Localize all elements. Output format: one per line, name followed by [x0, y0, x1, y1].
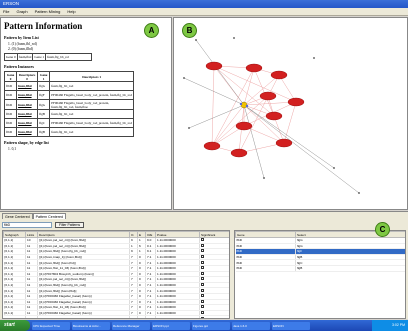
grid-cell: 7.1	[146, 305, 156, 311]
tab-strip	[2, 213, 66, 219]
grid-col-pvalue[interactable]: Pvalue	[156, 232, 200, 238]
grid-cell: 0	[138, 316, 146, 319]
grid-cell: [0,1,1]	[4, 288, 26, 294]
grid-cell: [0,1,1]	[4, 277, 26, 283]
grid-cell: [(1):(fusm,flbd)] (fusm,flg_bb_rod)]	[38, 282, 130, 288]
checkbox-icon[interactable]	[201, 255, 204, 258]
grid-cell: 0	[138, 305, 146, 311]
grid-cell: [0,1,1]	[4, 265, 26, 271]
grid-cell: 7	[130, 316, 138, 319]
grid-cell: 1.11.0000000	[156, 277, 200, 283]
grid-cell: 0	[138, 310, 146, 316]
checkbox-icon[interactable]	[201, 305, 204, 308]
grid-cell: 11	[26, 277, 38, 283]
pattern-info-panel	[0, 17, 172, 210]
significant-checkbox	[200, 316, 230, 319]
checkbox-icon[interactable]	[201, 294, 204, 297]
cell-gene1: flgB	[38, 110, 50, 119]
grid-cell: 7.1	[146, 316, 156, 319]
items-heading: Pattern by Item List	[4, 35, 39, 40]
cell-desc1: fusm,flg_bb_rod	[50, 110, 134, 119]
grid-cell: 7	[130, 299, 138, 305]
grid-cell: [0,1,1]	[4, 243, 26, 249]
grid-cell: 7.1	[146, 288, 156, 294]
gene-cell: flgB	[296, 254, 407, 260]
gene-label-0: Gene 0	[6, 55, 16, 59]
taskbar-item[interactable]: Biostreams at Activ...	[72, 322, 110, 330]
checkbox-icon[interactable]	[201, 244, 204, 247]
cell-gene1: flgB	[38, 128, 50, 137]
grid-cell: 9	[130, 249, 138, 255]
grid-col-links[interactable]: Links	[26, 232, 38, 238]
grid-cell: 7	[130, 265, 138, 271]
grid-cell: 0	[138, 254, 146, 260]
gene-cell: flbD	[236, 238, 296, 244]
grid-cell: 7.1	[146, 293, 156, 299]
filter-bar	[2, 221, 212, 229]
grid-cell: 11	[26, 243, 38, 249]
cell-desc0[interactable]: fusm,flbd	[17, 128, 38, 137]
grid-cell: 0	[138, 293, 146, 299]
grid-cell: [0,1,1]	[4, 316, 26, 319]
col-desc1: Descriptors 1	[50, 72, 134, 82]
grid-cell: 7	[130, 277, 138, 283]
grid-col-o[interactable]: O.	[130, 232, 138, 238]
grid-cell: [0,1,1]	[4, 260, 26, 266]
gene-cell: flgF	[296, 249, 407, 255]
grid-cell: 11	[26, 254, 38, 260]
checkbox-icon[interactable]	[201, 249, 204, 252]
grid-cell: 7	[130, 310, 138, 316]
gene-value-1: fusm,flg_bb_rol	[47, 55, 70, 59]
grid-cell: [0,1,1]	[4, 238, 26, 244]
cell-gene0: flbD	[5, 128, 17, 137]
menu-help[interactable]: Help	[67, 9, 76, 14]
label-b: B	[182, 23, 197, 38]
checkbox-icon[interactable]	[201, 277, 204, 280]
grid-cell: 7	[130, 288, 138, 294]
item-2: 2. (0) (fusm,flbd)	[8, 47, 33, 51]
grid-cell: [(1):(fusm,pel_sel_cit)] (fusm,flbd)]	[38, 316, 130, 319]
pattern-info-heading: Pattern Information	[4, 21, 83, 31]
grid-col-significant[interactable]: Significant	[200, 232, 230, 238]
grid-cell: 7	[130, 260, 138, 266]
grid-cell: [(1):(fusm,fbst_11_03) (fusm,flbd)]	[38, 265, 130, 271]
grid-cell: 11	[26, 310, 38, 316]
graph-node[interactable]	[246, 64, 262, 72]
cell-desc0[interactable]: fusm,flbd	[17, 82, 38, 91]
gene-value-0: fusm,fbsl	[18, 55, 32, 59]
graph-center-node[interactable]	[240, 102, 248, 108]
cell-desc1: fusm,flg_bb_rod	[50, 82, 134, 91]
cell-gene1: flgF	[38, 91, 50, 100]
gene-cell: flgG	[296, 238, 407, 244]
grid-cell: 7.1	[146, 254, 156, 260]
grid-cell: 1.11.0000000	[156, 265, 200, 271]
cell-desc0[interactable]: fusm,flbd	[17, 100, 38, 110]
gene-row[interactable]	[236, 265, 407, 271]
grid-cell: 1.11.0000000	[156, 299, 200, 305]
checkbox-icon[interactable]	[201, 266, 204, 269]
grid-cell: 11	[26, 282, 38, 288]
grid-cell: 0	[138, 282, 146, 288]
instances-table	[4, 71, 134, 137]
cell-gene0: flbD	[5, 82, 17, 91]
grid-cell: 1.11.0000000	[156, 310, 200, 316]
grid-cell: 11	[26, 288, 38, 294]
grid-cell: 1.11.0000000	[156, 254, 200, 260]
window-title: ERSON	[0, 0, 408, 8]
gene-grid[interactable]	[234, 230, 406, 319]
grid-cell: 1.11.0000000	[156, 271, 200, 277]
gene-cell: flbD	[236, 243, 296, 249]
grid-cell: 1	[138, 249, 146, 255]
shape-item: 1. 0,1	[8, 147, 17, 151]
grid-cell: 1.11.0000000	[156, 288, 200, 294]
grid-cell: 0	[138, 260, 146, 266]
grid-cell: 1.11.0000000	[156, 243, 200, 249]
grid-cell: 7.1	[146, 271, 156, 277]
label-c: C	[375, 222, 390, 237]
grid-cell: [(1):(PF00460 Flagellar_basal) (fusm)]	[38, 293, 130, 299]
network-graph[interactable]	[174, 18, 408, 210]
grid-cell: 7.1	[146, 310, 156, 316]
cell-gene0: flbD	[5, 91, 17, 100]
grid-cell: 7.1	[146, 299, 156, 305]
grid-cell: 1.11.0000000	[156, 260, 200, 266]
cell-gene1: flgG	[38, 100, 50, 110]
grid-cell: [0,1,1]	[4, 293, 26, 299]
grid-cell: 7.1	[146, 260, 156, 266]
filter-patterns-button[interactable]: Filter Patterns	[55, 222, 84, 228]
grid-cell: 7	[130, 282, 138, 288]
tab-gene-centered[interactable]: Gene Centered	[2, 213, 33, 219]
grid-col-descriptors[interactable]: Descriptors	[38, 232, 130, 238]
gene-cell: flbD	[236, 254, 296, 260]
results-panel	[0, 211, 408, 319]
gene-cell: flgG	[296, 243, 407, 249]
grid-cell: 11	[26, 293, 38, 299]
grid-cell: 1.11.0000000	[156, 282, 200, 288]
grid-cell: [(1):(fusm,pel_sel_cit)] (fusm,flbd)]	[38, 277, 130, 283]
grid-cell: 1.11.0000000	[156, 316, 200, 319]
grid-cell: 7	[130, 271, 138, 277]
table-row	[5, 119, 134, 128]
grid-cell: 11	[26, 316, 38, 319]
checkbox-icon[interactable]	[201, 261, 204, 264]
grid-cell: 11	[26, 249, 38, 255]
grid-cell: [0,1,1]	[4, 271, 26, 277]
grid-cell: 11	[26, 271, 38, 277]
cell-gene0: flbD	[5, 119, 17, 128]
cell-desc0[interactable]: fusm,flbd	[17, 110, 38, 119]
grid-cell: 11	[26, 260, 38, 266]
checkbox-icon[interactable]	[201, 289, 204, 292]
grid-cell: 7	[130, 305, 138, 311]
cell-gene0: flbD	[5, 110, 17, 119]
col-gene0: Gene 0	[5, 72, 17, 82]
grid-cell: 0.1	[146, 243, 156, 249]
table-row	[5, 110, 134, 119]
graph-node[interactable]	[288, 98, 304, 106]
grid-cell: [(1):(PF00460 Flagellar_basal) (fusm)]	[38, 299, 130, 305]
checkbox-icon[interactable]	[201, 317, 204, 319]
checkbox-icon[interactable]	[201, 283, 204, 286]
table-row	[5, 100, 134, 110]
grid-cell: [0,1,1]	[4, 282, 26, 288]
col-gene1: Gene 1	[38, 72, 50, 82]
graph-node[interactable]	[260, 92, 276, 100]
gene-col-select[interactable]: Select	[296, 232, 407, 238]
gene-cell: flgC	[296, 260, 407, 266]
grid-cell: [(1):(fusm,pel_sel_cit)] (fusm,flbd)]	[38, 243, 130, 249]
graph-node[interactable]	[231, 149, 247, 157]
grid-cell: [(1):(fusm,pel_sel_cit)] (fusm,flbd)]	[38, 238, 130, 244]
checkbox-icon[interactable]	[201, 272, 204, 275]
menu-file[interactable]: File	[3, 9, 10, 14]
grid-cell: [0,1,1]	[4, 249, 26, 255]
grid-cell: 0	[138, 265, 146, 271]
grid-cell: 11	[26, 299, 38, 305]
graph-node[interactable]	[236, 122, 252, 130]
grid-cell: 1	[130, 243, 138, 249]
cell-gene1: flgC	[38, 119, 50, 128]
start-button[interactable]: start	[0, 320, 30, 331]
grid-cell: 11	[26, 305, 38, 311]
grid-col-e[interactable]: E	[138, 232, 146, 238]
graph-nodes[interactable]	[204, 62, 304, 157]
cell-gene1: flgG	[38, 82, 50, 91]
label-a: A	[144, 23, 159, 38]
tab-pattern-centered[interactable]: Pattern Centered	[33, 213, 66, 219]
graph-node[interactable]	[276, 139, 292, 147]
grid-cell: 1.11.0000000	[156, 238, 200, 244]
grid-cell: 7.1	[146, 277, 156, 283]
pattern-grid[interactable]	[2, 230, 230, 319]
instances-heading: Pattern Instances	[4, 64, 34, 69]
gene-cell: flgB	[296, 265, 407, 271]
gene-cell: flbD	[236, 265, 296, 271]
graph-node[interactable]	[266, 112, 282, 120]
menu-graph[interactable]: Graph	[16, 9, 28, 14]
grid-cell: [0,1,1]	[4, 254, 26, 260]
network-graph-panel[interactable]	[173, 17, 408, 210]
grid-cell: [0,1,1]	[4, 310, 26, 316]
gene-cell: flbD	[236, 249, 296, 255]
col-desc0: Descriptors 0	[17, 72, 38, 82]
grid-cell: 9.1	[146, 249, 156, 255]
cell-desc0[interactable]: fusm,flbd	[17, 119, 38, 128]
grid-cell: 1	[138, 238, 146, 244]
taskbar-item[interactable]: CPU Expected Time	[32, 322, 70, 330]
table-row	[5, 91, 134, 100]
grid-cell: 1.11.0000000	[156, 293, 200, 299]
grid-cell: 0	[138, 288, 146, 294]
taskbar-item[interactable]: Reference Manager	[112, 322, 150, 330]
cell-desc1: PF00460 Flagella_basal_body_rod_protein, fusm,flg_bb_rod	[50, 91, 134, 100]
graph-node[interactable]	[206, 62, 222, 70]
table-row	[5, 82, 134, 91]
menu-bar	[0, 8, 408, 16]
grid-cell: [(1):(PF00460 Flagellar_basal) (fusm)]	[38, 310, 130, 316]
grid-cell: [(1):(fusm,tmap_1)] (fusm,flbd)]	[38, 254, 130, 260]
grid-cell: [(1):(fusm,flbd)] (fusm,flrd)]	[38, 260, 130, 266]
grid-cell: 0	[138, 299, 146, 305]
grid-cell: 7.1	[146, 265, 156, 271]
taskbar-item[interactable]: ERSON.ppt	[152, 322, 190, 330]
grid-cell: 6	[138, 243, 146, 249]
grid-col-oe[interactable]: O/E	[146, 232, 156, 238]
taskbar-item[interactable]: Java 1.6.0	[232, 322, 270, 330]
grid-cell: [(1):(fusm,flbd)] (fusm,flg_bb_rod)]	[38, 249, 130, 255]
grid-cell: 9.0	[146, 238, 156, 244]
taskbar	[0, 320, 408, 331]
grid-cell: [(1):(fusm,flbd)] (fusm,flbd)]	[38, 288, 130, 294]
cell-gene0: flbD	[5, 100, 17, 110]
clock: 3:02 PM	[372, 320, 408, 331]
grid-cell: 1.11.0000000	[156, 249, 200, 255]
gene-col-gene[interactable]: Gene	[236, 232, 296, 238]
grid-cell: 7	[130, 254, 138, 260]
checkbox-icon[interactable]	[201, 300, 204, 303]
grid-cell: 0	[138, 271, 146, 277]
shape-heading: Pattern shape, by edge list	[4, 140, 49, 145]
checkbox-icon[interactable]	[201, 238, 204, 241]
grid-cell: 10	[26, 238, 38, 244]
cell-desc1: PF00460 Flagella_basal_body_rod_protein, fusm,flg_bb_rod, fusm,fbse	[50, 100, 134, 110]
grid-cell: 11	[26, 265, 38, 271]
grid-cell: 7.1	[146, 282, 156, 288]
grid-cell: 1.11.0000000	[156, 305, 200, 311]
graph-node[interactable]	[271, 71, 287, 79]
cell-desc1: fusm,flg_bb_rod	[50, 128, 134, 137]
grid-cell: [0,1,1]	[4, 305, 26, 311]
cell-desc0[interactable]: fusm,flbd	[17, 91, 38, 100]
taskbar-item[interactable]: ERSON	[272, 322, 310, 330]
grid-cell: 9	[130, 238, 138, 244]
item-1: 1. (1) (fusm,fbl_rol)	[8, 42, 37, 46]
grid-cell: 0	[138, 277, 146, 283]
taskbar-item[interactable]: Figures.ppt	[192, 322, 230, 330]
gene-cell: flbD	[236, 260, 296, 266]
grid-cell: 7	[130, 293, 138, 299]
grid-cell: [(1):(fusm,fbst_11_03) (fusm,flbd)]	[38, 305, 130, 311]
gene-label-1: Gene 1	[34, 55, 45, 59]
grid-cell: [0,1,1]	[4, 299, 26, 305]
grid-col-subgraph[interactable]: Subgraph	[4, 232, 26, 238]
cell-desc1: PF00460 Flagella_basal_body_rod_protein, fusm,flg_bb_rod	[50, 119, 134, 128]
graph-node[interactable]	[204, 142, 220, 150]
table-row	[5, 128, 134, 137]
table-row[interactable]	[4, 316, 230, 319]
checkbox-icon[interactable]	[201, 311, 204, 314]
filter-input[interactable]: flbD	[2, 222, 52, 228]
grid-cell: [(1):(PF07804 Biosynth_sodium) (fusm)]	[38, 271, 130, 277]
gene-box	[4, 53, 92, 61]
menu-pattern-mining[interactable]: Pattern Mining	[34, 9, 61, 14]
